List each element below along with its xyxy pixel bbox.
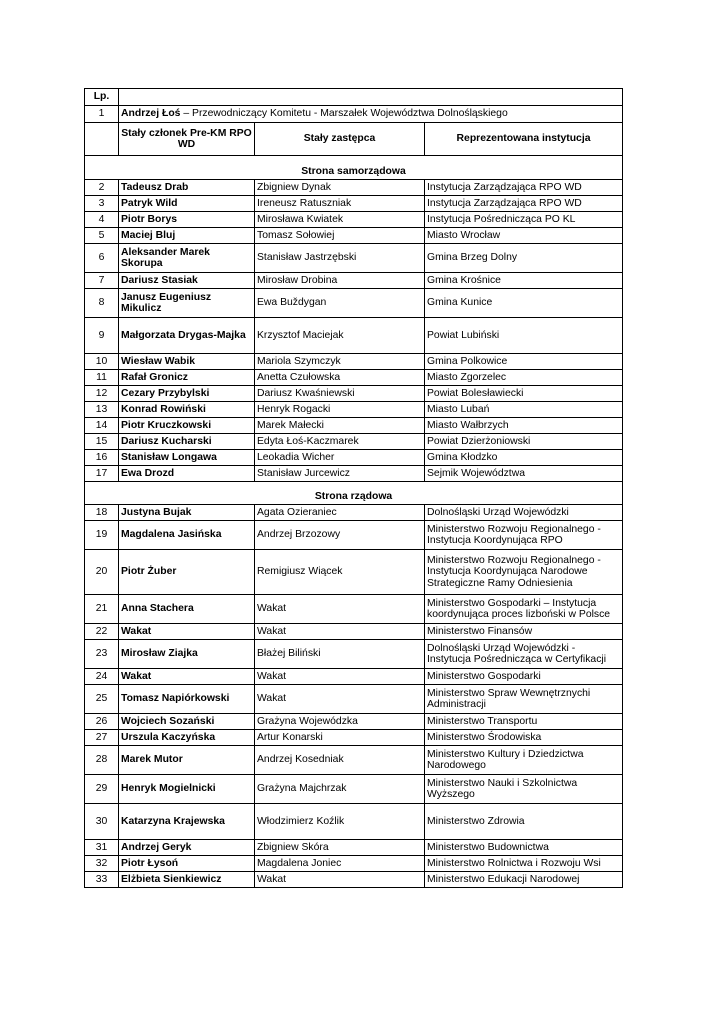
member-name: Elżbieta Sienkiewicz [119,872,255,888]
institution-name: Powiat Lubiński [425,318,623,354]
table-row [85,775,623,804]
deputy-name: Artur Konarski [255,730,425,746]
table-row [85,550,623,595]
chair-row [85,106,623,123]
row-number: 15 [85,434,119,450]
row-number: 6 [85,244,119,273]
institution-name: Gmina Brzeg Dolny [425,244,623,273]
deputy-column-header: Stały zastępca [255,123,425,156]
member-name: Justyna Bujak [119,505,255,521]
institution-name: Miasto Wrocław [425,228,623,244]
member-name: Wojciech Sozański [119,714,255,730]
row-number: 9 [85,318,119,354]
table-row [85,212,623,228]
deputy-name: Zbigniew Dynak [255,180,425,196]
column-header-row [85,123,623,156]
deputy-name: Andrzej Kosedniak [255,746,425,775]
table-row [85,273,623,289]
deputy-name: Anetta Czułowska [255,370,425,386]
institution-name: Dolnośląski Urząd Wojewódzki [425,505,623,521]
member-name: Piotr Żuber [119,550,255,595]
institution-name: Ministerstwo Rolnictwa i Rozwoju Wsi [425,856,623,872]
member-name: Piotr Łysoń [119,856,255,872]
member-name: Piotr Kruczkowski [119,418,255,434]
deputy-name: Grażyna Wojewódzka [255,714,425,730]
institution-name: Gmina Polkowice [425,354,623,370]
deputy-name: Ewa Buždygan [255,289,425,318]
member-name: Dariusz Stasiak [119,273,255,289]
member-name: Tadeusz Drab [119,180,255,196]
member-name: Anna Stachera [119,595,255,624]
deputy-name: Dariusz Kwaśniewski [255,386,425,402]
row-number: 11 [85,370,119,386]
section-row [85,482,623,505]
member-name: Wakat [119,669,255,685]
row-number: 3 [85,196,119,212]
table-row [85,386,623,402]
deputy-name: Ireneusz Ratuszniak [255,196,425,212]
table-row [85,505,623,521]
institution-column-header: Reprezentowana instytucja [425,123,623,156]
institution-name: Gmina Kunice [425,289,623,318]
institution-name: Dolnośląski Urząd Wojewódzki - Instytucja Pośrednicząca w Certyfikacji [425,640,623,669]
member-name: Wiesław Wabik [119,354,255,370]
deputy-name: Zbigniew Skóra [255,840,425,856]
section-title: Strona samorządowa [85,156,623,180]
section-row [85,156,623,180]
deputy-name: Henryk Rogacki [255,402,425,418]
row-number: 30 [85,804,119,840]
table-row [85,521,623,550]
deputy-name: Mariola Szymczyk [255,354,425,370]
row-number: 29 [85,775,119,804]
row-number: 17 [85,466,119,482]
institution-name: Sejmik Województwa [425,466,623,482]
row-number: 25 [85,685,119,714]
institution-name: Ministerstwo Zdrowia [425,804,623,840]
row-number: 32 [85,856,119,872]
row-number: 19 [85,521,119,550]
row-number: 18 [85,505,119,521]
chair-number: 1 [85,106,119,123]
deputy-name: Magdalena Joniec [255,856,425,872]
row-number: 8 [85,289,119,318]
row-number: 28 [85,746,119,775]
institution-name: Powiat Bolesławiecki [425,386,623,402]
institution-name: Miasto Lubań [425,402,623,418]
institution-name: Instytucja Pośrednicząca PO KL [425,212,623,228]
chair-role: – Przewodniczący Komitetu - Marszałek Województwa Dolnośląskiego [180,108,508,120]
table-row [85,244,623,273]
table-row [85,640,623,669]
row-number: 23 [85,640,119,669]
row-number: 7 [85,273,119,289]
deputy-name: Edyta Łoś-Kaczmarek [255,434,425,450]
member-name: Wakat [119,624,255,640]
table-row [85,450,623,466]
institution-name: Ministerstwo Finansów [425,624,623,640]
row-number: 12 [85,386,119,402]
institution-name: Ministerstwo Gospodarki [425,669,623,685]
member-name: Janusz Eugeniusz Mikulicz [119,289,255,318]
member-name: Cezary Przybylski [119,386,255,402]
table-row [85,370,623,386]
member-name: Magdalena Jasińska [119,521,255,550]
institution-name: Miasto Zgorzelec [425,370,623,386]
deputy-name: Remigiusz Wiącek [255,550,425,595]
table-row [85,196,623,212]
deputy-name: Andrzej Brzozowy [255,521,425,550]
deputy-name: Wakat [255,595,425,624]
row-number: 10 [85,354,119,370]
member-name: Konrad Rowiński [119,402,255,418]
institution-name: Gmina Kłodzko [425,450,623,466]
institution-name: Ministerstwo Kultury i Dziedzictwa Narodowego [425,746,623,775]
row-number: 26 [85,714,119,730]
deputy-name: Stanisław Jastrzębski [255,244,425,273]
institution-name: Ministerstwo Nauki i Szkolnictwa Wyższego [425,775,623,804]
row-number: 2 [85,180,119,196]
table-row [85,685,623,714]
chair-name: Andrzej Łoś [121,108,181,120]
row-number: 14 [85,418,119,434]
table-row [85,434,623,450]
deputy-name: Krzysztof Maciejak [255,318,425,354]
institution-name: Instytucja Zarządzająca RPO WD [425,180,623,196]
table-row [85,804,623,840]
institution-name: Ministerstwo Spraw Wewnętrznychi Administracji [425,685,623,714]
institution-name: Ministerstwo Transportu [425,714,623,730]
table-row [85,840,623,856]
lp-header: Lp. [85,89,119,106]
institution-name: Ministerstwo Środowiska [425,730,623,746]
table-row [85,418,623,434]
chair-cell [119,106,623,123]
institution-name: Ministerstwo Budownictwa [425,840,623,856]
deputy-name: Grażyna Majchrzak [255,775,425,804]
member-name: Rafał Gronicz [119,370,255,386]
table-row [85,624,623,640]
row-number: 16 [85,450,119,466]
institution-name: Powiat Dzierżoniowski [425,434,623,450]
member-column-header: Stały członek Pre-KM RPO WD [119,123,255,156]
table-row [85,466,623,482]
row-number: 24 [85,669,119,685]
row-number: 20 [85,550,119,595]
institution-name: Gmina Krośnice [425,273,623,289]
deputy-name: Marek Małecki [255,418,425,434]
member-name: Dariusz Kucharski [119,434,255,450]
deputy-name: Agata Ozieraniec [255,505,425,521]
member-name: Urszula Kaczyńska [119,730,255,746]
table-row [85,228,623,244]
table-row [85,730,623,746]
member-name: Piotr Borys [119,212,255,228]
deputy-name: Błażej Biliński [255,640,425,669]
member-name: Tomasz Napiórkowski [119,685,255,714]
member-name: Aleksander Marek Skorupa [119,244,255,273]
deputy-name: Stanisław Jurcewicz [255,466,425,482]
table-row [85,595,623,624]
deputy-name: Wakat [255,872,425,888]
header-row-lp [85,89,623,106]
table-row [85,746,623,775]
row-number: 21 [85,595,119,624]
table-row [85,318,623,354]
deputy-name: Wakat [255,669,425,685]
member-name: Maciej Bluj [119,228,255,244]
row-number: 27 [85,730,119,746]
member-name: Małgorzata Drygas-Majka [119,318,255,354]
row-number: 4 [85,212,119,228]
institution-name: Ministerstwo Rozwoju Regionalnego - Instytucja Koordynująca Narodowe Strategiczne Ramy Odniesienia [425,550,623,595]
deputy-name: Mirosława Kwiatek [255,212,425,228]
deputy-name: Mirosław Drobina [255,273,425,289]
member-name: Mirosław Ziajka [119,640,255,669]
member-name: Katarzyna Krajewska [119,804,255,840]
institution-name: Miasto Wałbrzych [425,418,623,434]
table-row [85,669,623,685]
table-row [85,856,623,872]
member-name: Andrzej Geryk [119,840,255,856]
member-name: Henryk Mogielnicki [119,775,255,804]
section-title: Strona rządowa [85,482,623,505]
row-number: 31 [85,840,119,856]
deputy-name: Wakat [255,685,425,714]
member-name: Stanisław Longawa [119,450,255,466]
row-number: 33 [85,872,119,888]
row-number: 5 [85,228,119,244]
table-row [85,289,623,318]
table-row [85,872,623,888]
row-number: 13 [85,402,119,418]
member-name: Patryk Wild [119,196,255,212]
table-row [85,714,623,730]
deputy-name: Wakat [255,624,425,640]
institution-name: Instytucja Zarządzająca RPO WD [425,196,623,212]
member-name: Ewa Drozd [119,466,255,482]
member-name: Marek Mutor [119,746,255,775]
committee-table [84,88,623,888]
deputy-name: Tomasz Sołowiej [255,228,425,244]
table-row [85,354,623,370]
institution-name: Ministerstwo Rozwoju Regionalnego - Instytucja Koordynująca RPO [425,521,623,550]
deputy-name: Leokadia Wicher [255,450,425,466]
institution-name: Ministerstwo Gospodarki – Instytucja koordynująca proces lizboński w Polsce [425,595,623,624]
institution-name: Ministerstwo Edukacji Narodowej [425,872,623,888]
deputy-name: Włodzimierz Koźlik [255,804,425,840]
table-row [85,180,623,196]
table-row [85,402,623,418]
row-number: 22 [85,624,119,640]
